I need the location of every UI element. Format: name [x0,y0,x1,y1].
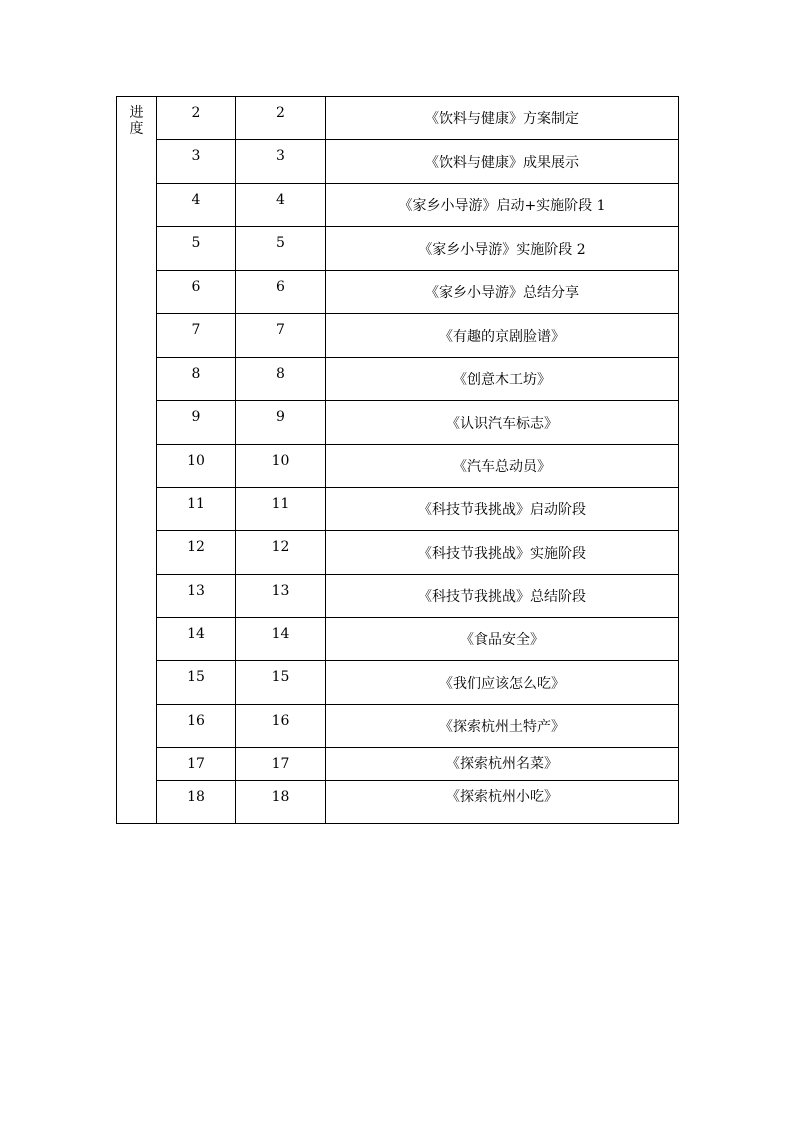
activity-content-cell: 《科技节我挑战》实施阶段 [326,531,679,575]
activity-content-cell: 《科技节我挑战》总结阶段 [326,575,679,618]
table-row [117,227,679,271]
activity-content-cell: 《探索杭州土特产》 [326,705,679,748]
session-number-cell: 11 [236,488,326,531]
table-row [117,184,679,227]
session-number-cell: 12 [236,531,326,575]
week-number-cell: 11 [157,488,236,531]
activity-content-cell: 《食品安全》 [326,618,679,661]
activity-content-cell: 《创意木工坊》 [326,358,679,401]
progress-table [116,96,679,824]
table-row [117,314,679,358]
week-number-cell: 15 [157,661,236,705]
session-number-cell: 15 [236,661,326,705]
table-row [117,488,679,531]
activity-content-cell: 《家乡小导游》实施阶段 2 [326,227,679,271]
week-number-cell: 2 [157,97,236,140]
activity-content-cell: 《有趣的京剧脸谱》 [326,314,679,358]
activity-content-cell: 《认识汽车标志》 [326,401,679,445]
progress-label-char: 度 [129,121,144,137]
week-number-cell: 5 [157,227,236,271]
table-row [117,445,679,488]
table-row [117,705,679,748]
table-row [117,661,679,705]
session-number-cell: 4 [236,184,326,227]
table-row [117,140,679,184]
session-number-cell: 14 [236,618,326,661]
session-number-cell: 5 [236,227,326,271]
activity-content-cell: 《探索杭州名菜》 [326,748,679,781]
week-number-cell: 17 [157,748,236,781]
table-row [117,575,679,618]
table-row [117,748,679,781]
session-number-cell: 17 [236,748,326,781]
session-number-cell: 2 [236,97,326,140]
week-number-cell: 10 [157,445,236,488]
week-number-cell: 4 [157,184,236,227]
activity-content-cell: 《我们应该怎么吃》 [326,661,679,705]
table-row [117,97,679,140]
activity-content-cell: 《饮料与健康》方案制定 [326,97,679,140]
table-row [117,271,679,314]
week-number-cell: 3 [157,140,236,184]
session-number-cell: 3 [236,140,326,184]
progress-label-cell [117,97,157,824]
session-number-cell: 6 [236,271,326,314]
table-row [117,358,679,401]
activity-content-cell: 《家乡小导游》启动+实施阶段 1 [326,184,679,227]
week-number-cell: 18 [157,781,236,824]
session-number-cell: 18 [236,781,326,824]
week-number-cell: 14 [157,618,236,661]
week-number-cell: 7 [157,314,236,358]
session-number-cell: 10 [236,445,326,488]
activity-content-cell: 《探索杭州小吃》 [326,781,679,824]
session-number-cell: 16 [236,705,326,748]
session-number-cell: 8 [236,358,326,401]
session-number-cell: 13 [236,575,326,618]
progress-label-char: 进 [129,105,144,121]
week-number-cell: 8 [157,358,236,401]
activity-content-cell: 《饮料与健康》成果展示 [326,140,679,184]
week-number-cell: 16 [157,705,236,748]
table-row [117,401,679,445]
table-row [117,781,679,824]
table-row [117,531,679,575]
table-row [117,618,679,661]
activity-content-cell: 《汽车总动员》 [326,445,679,488]
session-number-cell: 7 [236,314,326,358]
week-number-cell: 12 [157,531,236,575]
activity-content-cell: 《科技节我挑战》启动阶段 [326,488,679,531]
activity-content-cell: 《家乡小导游》总结分享 [326,271,679,314]
week-number-cell: 9 [157,401,236,445]
week-number-cell: 13 [157,575,236,618]
session-number-cell: 9 [236,401,326,445]
week-number-cell: 6 [157,271,236,314]
